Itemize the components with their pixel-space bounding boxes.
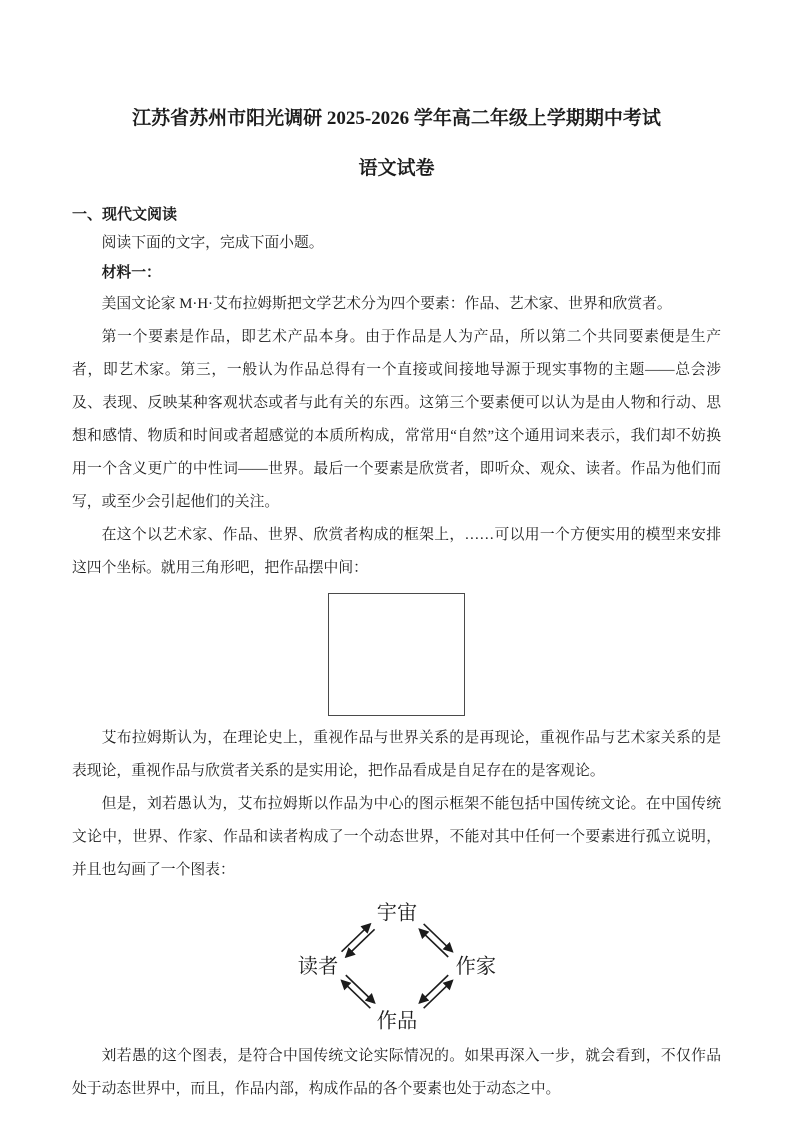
section-heading: 一、现代文阅读 bbox=[72, 206, 178, 223]
material-para-3: 在这个以艺术家、作品、世界、欣赏者构成的框架上，……可以用一个方便实用的模型来安排这四个坐标。就用三角形吧，把作品摆中间： bbox=[72, 526, 721, 576]
material-label: 材料一： bbox=[101, 264, 161, 281]
material-para-1: 美国文论家 M·H·艾布拉姆斯把文学艺术分为四个要素：作品、艺术家、世界和欣赏者。 bbox=[101, 295, 672, 312]
diagram-label-universe: 宇宙 bbox=[376, 902, 417, 925]
dynamic-relations-diagram bbox=[237, 893, 557, 1038]
material-para-5: 但是，刘若愚认为，艾布拉姆斯以作品为中心的图示框架不能包括中国传统文论。在中国传统文论中，世界、作家、作品和读者构成了一个动态世界，不能对其中任何一个要素进行孤立说明，并且也勾画了一个图表： bbox=[72, 795, 721, 878]
triangle-model-placeholder-box bbox=[328, 593, 465, 716]
paper-title: 江苏省苏州市阳光调研 2025-2026 学年高二年级上学期期中考试 bbox=[132, 108, 661, 129]
diagram-label-reader: 读者 bbox=[297, 955, 338, 978]
diagram-svg bbox=[237, 893, 557, 1038]
material-para-4: 艾布拉姆斯认为，在理论史上，重视作品与世界关系的是再现论，重视作品与艺术家关系的是表现论，重视作品与欣赏者关系的是实用论，把作品看成是自足存在的是客观论。 bbox=[72, 729, 721, 779]
paper-subtitle: 语文试卷 bbox=[358, 157, 435, 179]
material-para-2: 第一个要素是作品，即艺术产品本身。由于作品是人为产品，所以第二个共同要素便是生产者，即艺术家。第三，一般认为作品总得有一个直接或间接地导源于现实事物的主题——总会涉及、表现、反映某种客观状态或者与此有关的东西。这第三个要素便可以认为是由人物和行动、思想和感情、物质和时间或者超感觉的本质所构成，常常用“自然”这个通用词来表示，我们却不妨换用一个含义更广的中性词——世界。最后一个要素是欣赏者，即听众、观众、读者。作品为他们而写，或至少会引起他们的关注。 bbox=[72, 328, 721, 510]
diagram-label-writer: 作家 bbox=[455, 955, 496, 978]
diagram-label-work: 作品 bbox=[376, 1010, 417, 1033]
section-intro: 阅读下面的文字，完成下面小题。 bbox=[101, 234, 324, 251]
material-para-6: 刘若愚的这个图表，是符合中国传统文论实际情况的。如果再深入一步，就会看到，不仅作品处于动态世界中，而且，作品内部，构成作品的各个要素也处于动态之中。 bbox=[72, 1047, 721, 1097]
